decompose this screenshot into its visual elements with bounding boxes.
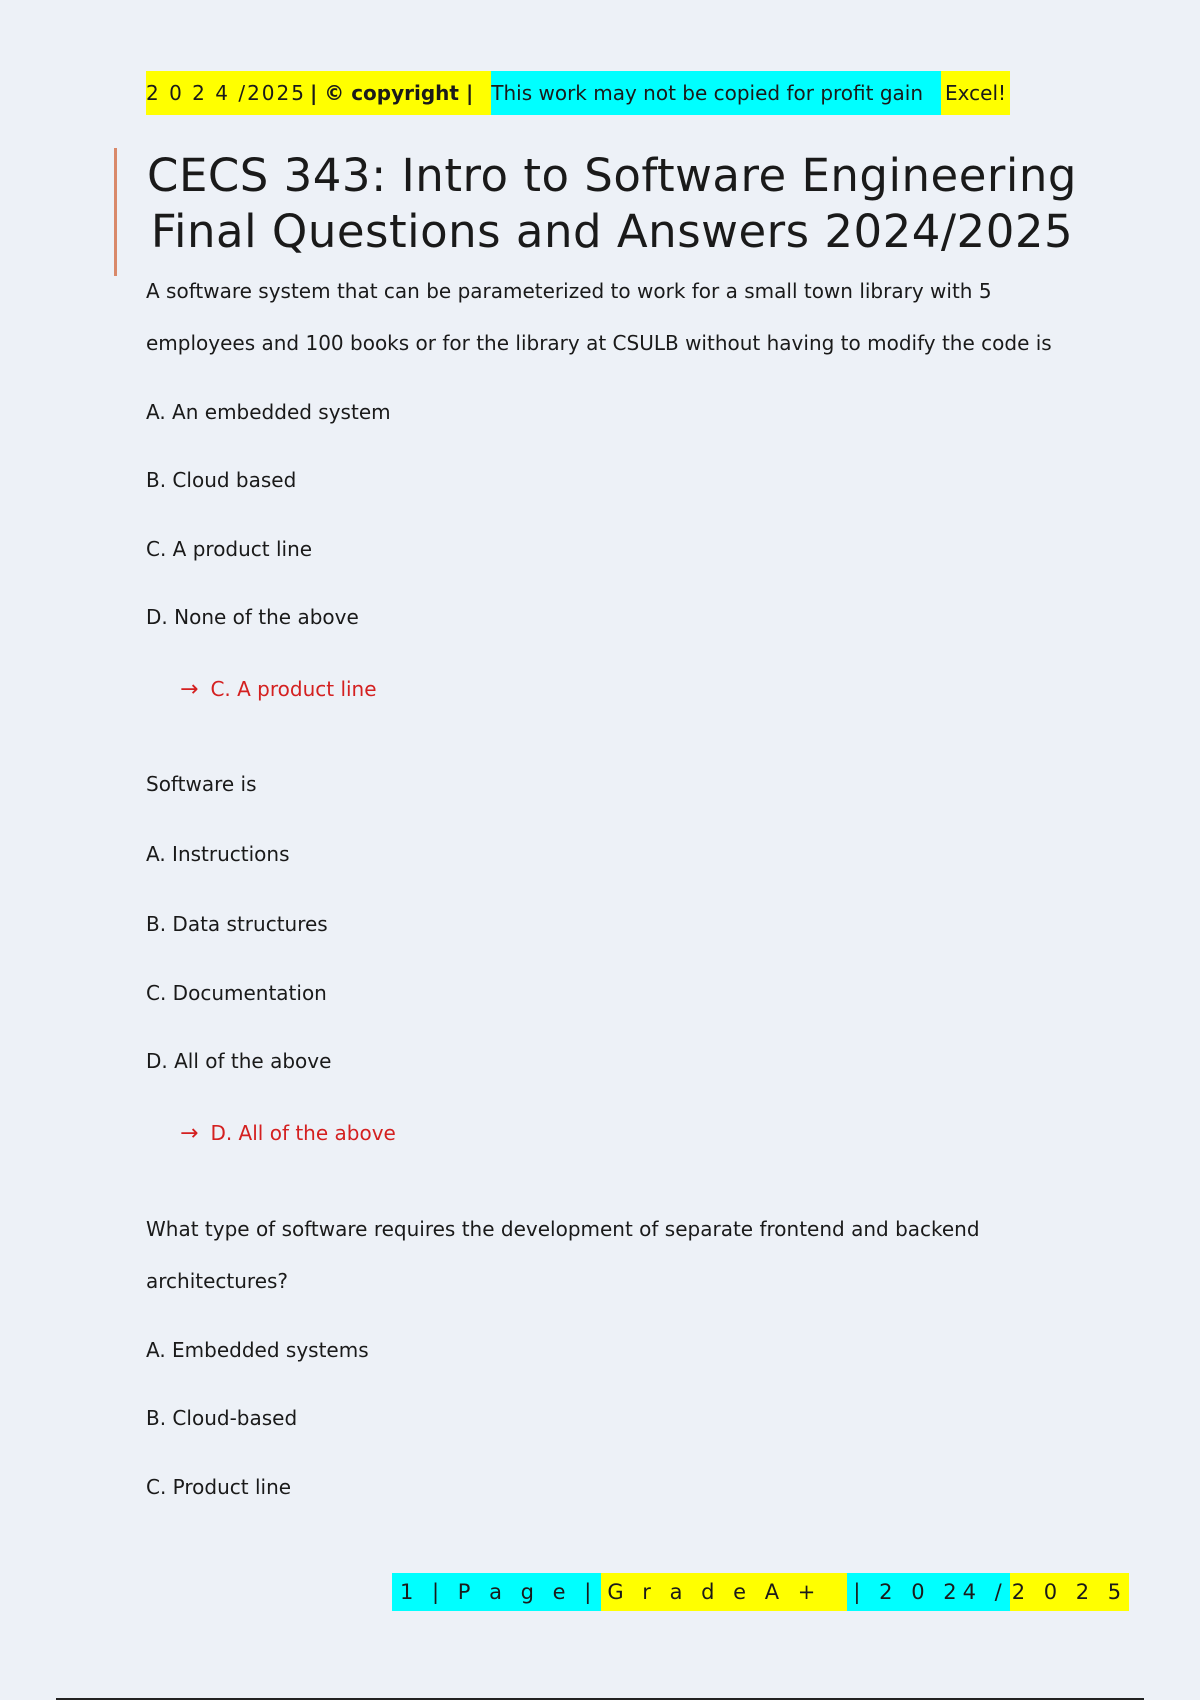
footer-year-part-1: | 2 0 24 / xyxy=(847,1573,1009,1611)
question-1-option-a: A. An embedded system xyxy=(146,400,391,424)
question-2-option-a: A. Instructions xyxy=(146,842,290,866)
title-line-1: CECS 343: Intro to Software Engineering xyxy=(147,149,1077,202)
header-excel: Excel! xyxy=(941,71,1010,115)
footer-page-number: 1 | P a g e | xyxy=(392,1573,601,1611)
question-2-prompt-line-1: Software is xyxy=(146,772,257,796)
footer-grade: G r a d e A + xyxy=(601,1573,847,1611)
question-1-option-d: D. None of the above xyxy=(146,605,359,629)
question-2-option-b: B. Data structures xyxy=(146,912,328,936)
question-3-option-a: A. Embedded systems xyxy=(146,1338,369,1362)
question-1-option-c: C. A product line xyxy=(146,537,313,561)
title-line-2: Final Questions and Answers 2024/2025 xyxy=(150,205,1074,258)
question-3-prompt-line-2: architectures? xyxy=(146,1269,289,1293)
footer-year-part-2: 2 0 2 5 xyxy=(1010,1573,1129,1611)
question-1-answer xyxy=(180,677,377,702)
question-2-option-d: D. All of the above xyxy=(146,1049,332,1073)
arrow-right-icon: → xyxy=(180,1121,199,1146)
question-2-answer xyxy=(180,1121,396,1146)
question-1-answer-text: C. A product line xyxy=(210,677,377,701)
page-footer xyxy=(392,1573,1129,1611)
header-banner xyxy=(146,71,1010,115)
question-1-prompt-line-2: employees and 100 books or for the library at CSULB without having to modify the code is xyxy=(146,331,1052,355)
header-year: 2 0 2 4 /2025 xyxy=(146,71,310,115)
question-3-prompt-line-1: What type of software requires the development of separate frontend and backend xyxy=(146,1217,980,1241)
question-1-prompt-line-1: A software system that can be parameterized to work for a small town library with 5 xyxy=(146,279,992,303)
question-2-option-c: C. Documentation xyxy=(146,981,327,1005)
question-1-option-b: B. Cloud based xyxy=(146,468,297,492)
question-2-answer-text: D. All of the above xyxy=(210,1121,396,1145)
header-copyright: | © copyright | xyxy=(310,71,491,115)
question-3-option-b: B. Cloud-based xyxy=(146,1406,298,1430)
question-3-option-c: C. Product line xyxy=(146,1475,292,1499)
header-notice: This work may not be copied for profit gain xyxy=(491,71,941,115)
document-title xyxy=(114,148,1077,276)
arrow-right-icon: → xyxy=(180,677,199,702)
